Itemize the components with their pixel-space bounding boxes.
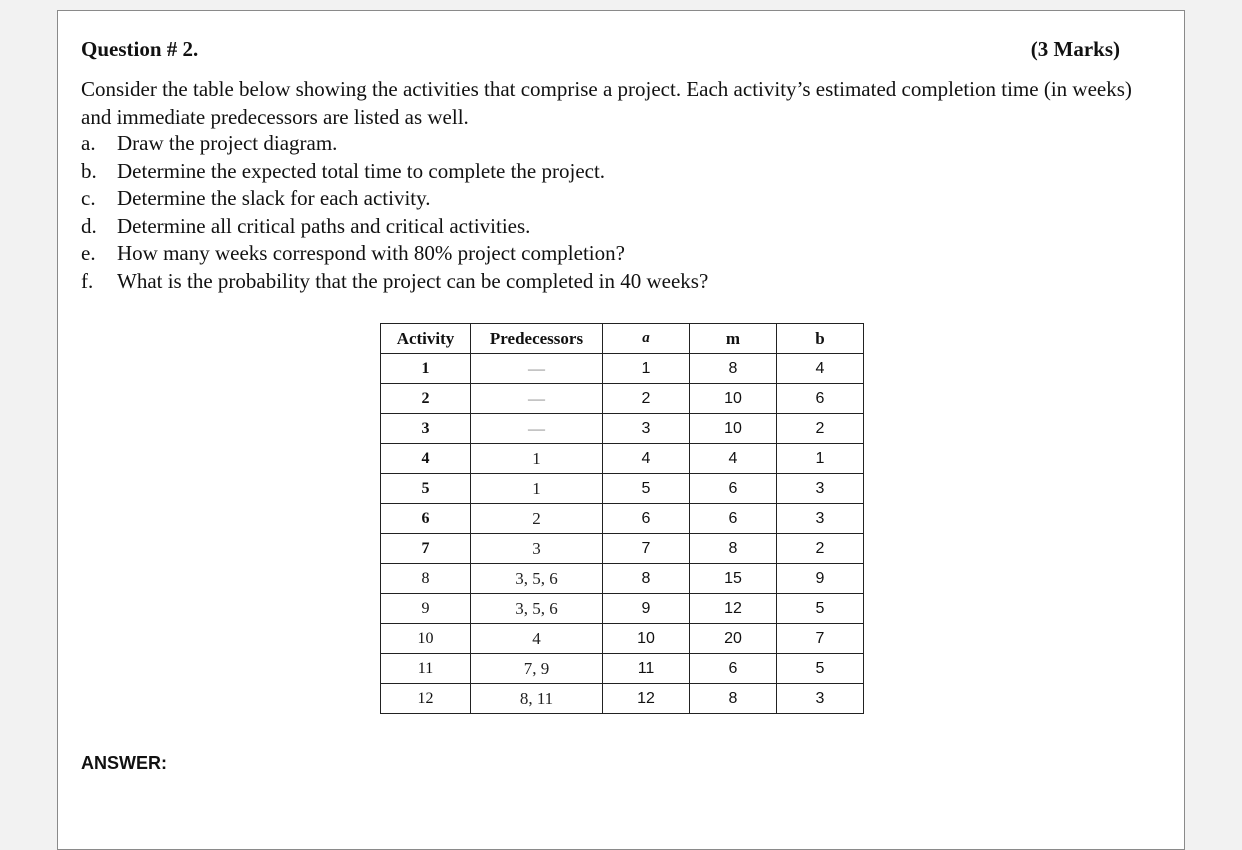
cell-activity: 11 bbox=[381, 654, 471, 684]
cell-activity: 8 bbox=[381, 564, 471, 594]
list-item-text: Draw the project diagram. bbox=[117, 131, 338, 155]
cell-predecessors: 3, 5, 6 bbox=[471, 564, 603, 594]
cell-m: 6 bbox=[690, 504, 777, 534]
list-item-text: What is the probability that the project can be completed in 40 weeks? bbox=[117, 268, 709, 293]
cell-b: 4 bbox=[777, 354, 864, 384]
cell-predecessors: 4 bbox=[471, 624, 603, 654]
cell-predecessors: 3, 5, 6 bbox=[471, 594, 603, 624]
cell-m: 10 bbox=[690, 384, 777, 414]
table-row bbox=[381, 384, 864, 414]
list-item-marker: e. bbox=[81, 241, 96, 266]
cell-a: 9 bbox=[603, 594, 690, 624]
cell-a: 3 bbox=[603, 414, 690, 444]
question-parts-list bbox=[81, 130, 708, 296]
list-item-text: How many weeks correspond with 80% project completion? bbox=[117, 241, 625, 266]
cell-m: 8 bbox=[690, 684, 777, 714]
cell-predecessors: 7, 9 bbox=[471, 654, 603, 684]
header-b: b bbox=[777, 324, 864, 354]
cell-predecessors: — bbox=[471, 384, 603, 414]
question-intro: Consider the table below showing the activities that comprise a project. Each activity’s estimated completion time (in weeks) and immediate predecessors are listed as well. bbox=[81, 77, 1132, 129]
list-item bbox=[81, 240, 708, 268]
cell-predecessors: 1 bbox=[471, 474, 603, 504]
cell-a: 1 bbox=[603, 354, 690, 384]
question-marks: (3 Marks) bbox=[1030, 37, 1120, 61]
cell-b: 3 bbox=[777, 504, 864, 534]
cell-activity: 2 bbox=[381, 384, 471, 414]
list-item-text: Determine the expected total time to complete the project. bbox=[117, 158, 606, 183]
cell-a: 10 bbox=[603, 624, 690, 654]
cell-a: 7 bbox=[603, 534, 690, 564]
table-row bbox=[381, 624, 864, 654]
table-row bbox=[381, 414, 864, 444]
cell-a: 5 bbox=[603, 474, 690, 504]
document-page bbox=[57, 10, 1185, 850]
cell-predecessors: 1 bbox=[471, 444, 603, 474]
list-item bbox=[81, 158, 708, 186]
cell-b: 9 bbox=[777, 564, 864, 594]
cell-m: 10 bbox=[690, 414, 777, 444]
cell-activity: 12 bbox=[381, 684, 471, 714]
cell-m: 8 bbox=[690, 354, 777, 384]
table-row bbox=[381, 504, 864, 534]
cell-m: 6 bbox=[690, 654, 777, 684]
cell-a: 6 bbox=[603, 504, 690, 534]
cell-b: 5 bbox=[777, 594, 864, 624]
cell-b: 6 bbox=[777, 384, 864, 414]
list-item-text: Determine all critical paths and critical activities. bbox=[117, 213, 531, 238]
table-header-row bbox=[381, 324, 864, 354]
cell-b: 3 bbox=[777, 684, 864, 714]
list-item-marker: d. bbox=[81, 213, 97, 238]
question-title: Question # 2. bbox=[81, 37, 199, 61]
header-predecessors: Predecessors bbox=[471, 324, 603, 354]
cell-a: 4 bbox=[603, 444, 690, 474]
cell-predecessors: — bbox=[471, 414, 603, 444]
list-item bbox=[81, 130, 708, 158]
cell-a: 8 bbox=[603, 564, 690, 594]
cell-m: 6 bbox=[690, 474, 777, 504]
list-item bbox=[81, 213, 708, 241]
cell-activity: 1 bbox=[381, 354, 471, 384]
table-row bbox=[381, 474, 864, 504]
cell-activity: 10 bbox=[381, 624, 471, 654]
cell-activity: 4 bbox=[381, 444, 471, 474]
header-a: a bbox=[603, 324, 690, 354]
header-activity: Activity bbox=[381, 324, 471, 354]
table-row bbox=[381, 594, 864, 624]
header-m: m bbox=[690, 324, 777, 354]
cell-activity: 3 bbox=[381, 414, 471, 444]
cell-predecessors: 3 bbox=[471, 534, 603, 564]
cell-a: 12 bbox=[603, 684, 690, 714]
cell-a: 2 bbox=[603, 384, 690, 414]
cell-b: 1 bbox=[777, 444, 864, 474]
cell-b: 2 bbox=[777, 414, 864, 444]
cell-activity: 6 bbox=[381, 504, 471, 534]
table-row bbox=[381, 444, 864, 474]
cell-m: 15 bbox=[690, 564, 777, 594]
list-item-marker: c. bbox=[81, 186, 96, 211]
list-item-marker: a. bbox=[81, 131, 96, 155]
list-item bbox=[81, 268, 708, 296]
list-item bbox=[81, 185, 708, 213]
cell-b: 7 bbox=[777, 624, 864, 654]
cell-activity: 5 bbox=[381, 474, 471, 504]
cell-m: 8 bbox=[690, 534, 777, 564]
cell-b: 2 bbox=[777, 534, 864, 564]
cell-predecessors: 2 bbox=[471, 504, 603, 534]
list-item-marker: b. bbox=[81, 158, 97, 183]
table-row bbox=[381, 654, 864, 684]
cell-activity: 7 bbox=[381, 534, 471, 564]
table-row bbox=[381, 684, 864, 714]
list-item-marker: f. bbox=[81, 268, 94, 293]
answer-label: ANSWER: bbox=[81, 753, 167, 773]
table-row bbox=[381, 354, 864, 384]
activity-table bbox=[380, 323, 864, 714]
cell-b: 5 bbox=[777, 654, 864, 684]
table-row bbox=[381, 534, 864, 564]
cell-m: 4 bbox=[690, 444, 777, 474]
cell-m: 12 bbox=[690, 594, 777, 624]
cell-a: 11 bbox=[603, 654, 690, 684]
table-row bbox=[381, 564, 864, 594]
cell-m: 20 bbox=[690, 624, 777, 654]
list-item-text: Determine the slack for each activity. bbox=[117, 186, 431, 211]
cell-predecessors: — bbox=[471, 354, 603, 384]
cell-predecessors: 8, 11 bbox=[471, 684, 603, 714]
cell-b: 3 bbox=[777, 474, 864, 504]
cell-activity: 9 bbox=[381, 594, 471, 624]
